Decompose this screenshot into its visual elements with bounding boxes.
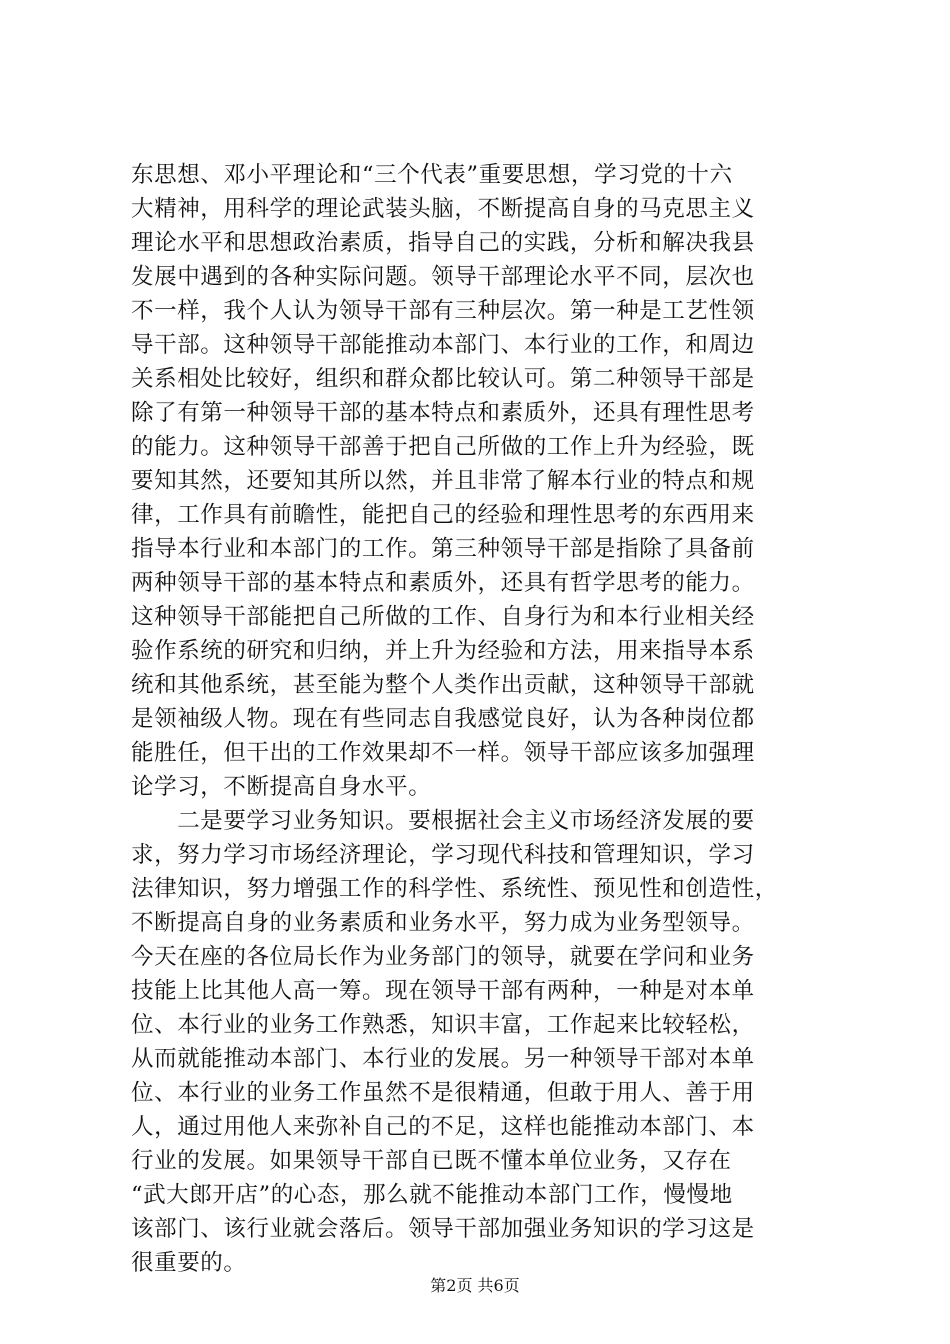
text-line: 这种领导干部能把自己所做的工作、自身行为和本行业相关经 [131,604,755,630]
text-line: 发展中遇到的各种实际问题。领导干部理论水平不同，层次也 [131,264,755,290]
text-line: 的能力。这种领导干部善于把自己所做的工作上升为经验，既 [131,434,755,460]
text-line: 从而就能推动本部门、本行业的发展。另一种领导干部对本单 [131,1046,755,1072]
text-line: 东思想、邓小平理论和“三个代表”重要思想，学习党的十六 [131,162,733,188]
text-line: 二是要学习业务知识。要根据社会主义市场经济发展的要 [131,808,755,834]
text-line: 统和其他系统，甚至能为整个人类作出贡献，这种领导干部就 [131,672,755,698]
text-line: 两种领导干部的基本特点和素质外，还具有哲学思考的能力。 [131,570,755,596]
text-line: 论学习，不断提高自身水平。 [131,774,432,800]
text-line: 行业的发展。如果领导干部自已既不懂本单位业务，又存在 [131,1148,732,1174]
text-line: 除了有第一种领导干部的基本特点和素质外，还具有理性思考 [131,400,755,426]
text-line: 人，通过用他人来弥补自己的不足，这样也能推动本部门、本 [131,1114,755,1140]
page-number-footer: 第2页 共6页 [430,1276,520,1295]
text-line: 该部门、该行业就会落后。领导干部加强业务知识的学习这是 [131,1216,755,1242]
text-line: 位、本行业的业务工作虽然不是很精通，但敢于用人、善于用 [131,1080,755,1106]
text-line: 位、本行业的业务工作熟悉，知识丰富，工作起来比较轻松， [131,1012,755,1038]
text-line: 导干部。这种领导干部能推动本部门、本行业的工作，和周边 [131,332,755,358]
text-line: 能胜任，但干出的工作效果却不一样。领导干部应该多加强理 [131,740,755,766]
text-line: 关系相处比较好，组织和群众都比较认可。第二种领导干部是 [131,366,755,392]
text-line: 大精神，用科学的理论武装头脑，不断提高自身的马克思主义 [131,196,755,222]
text-line: 不断提高自身的业务素质和业务水平，努力成为业务型领导。 [131,910,755,936]
text-line: 法律知识，努力增强工作的科学性、系统性、预见性和创造性， [131,876,778,902]
text-line: 技能上比其他人高一筹。现在领导干部有两种，一种是对本单 [131,978,755,1004]
text-line: 律，工作具有前瞻性，能把自己的经验和理性思考的东西用来 [131,502,755,528]
text-line: 不一样，我个人认为领导干部有三种层次。第一种是工艺性领 [131,298,755,324]
body-text [131,158,831,1280]
text-line: “武大郎开店”的心态，那么就不能推动本部门工作，慢慢地 [131,1182,733,1208]
text-line: 很重要的。 [131,1250,247,1276]
text-line: 求，努力学习市场经济理论，学习现代科技和管理知识，学习 [131,842,755,868]
text-line: 要知其然，还要知其所以然，并且非常了解本行业的特点和规 [131,468,755,494]
text-line: 今天在座的各位局长作为业务部门的领导，就要在学问和业务 [131,944,755,970]
text-line: 理论水平和思想政治素质，指导自己的实践，分析和解决我县 [131,230,755,256]
text-line: 是领袖级人物。现在有些同志自我感觉良好，认为各种岗位都 [131,706,755,732]
text-line: 验作系统的研究和归纳，并上升为经验和方法，用来指导本系 [131,638,755,664]
text-line: 指导本行业和本部门的工作。第三种领导干部是指除了具备前 [131,536,755,562]
